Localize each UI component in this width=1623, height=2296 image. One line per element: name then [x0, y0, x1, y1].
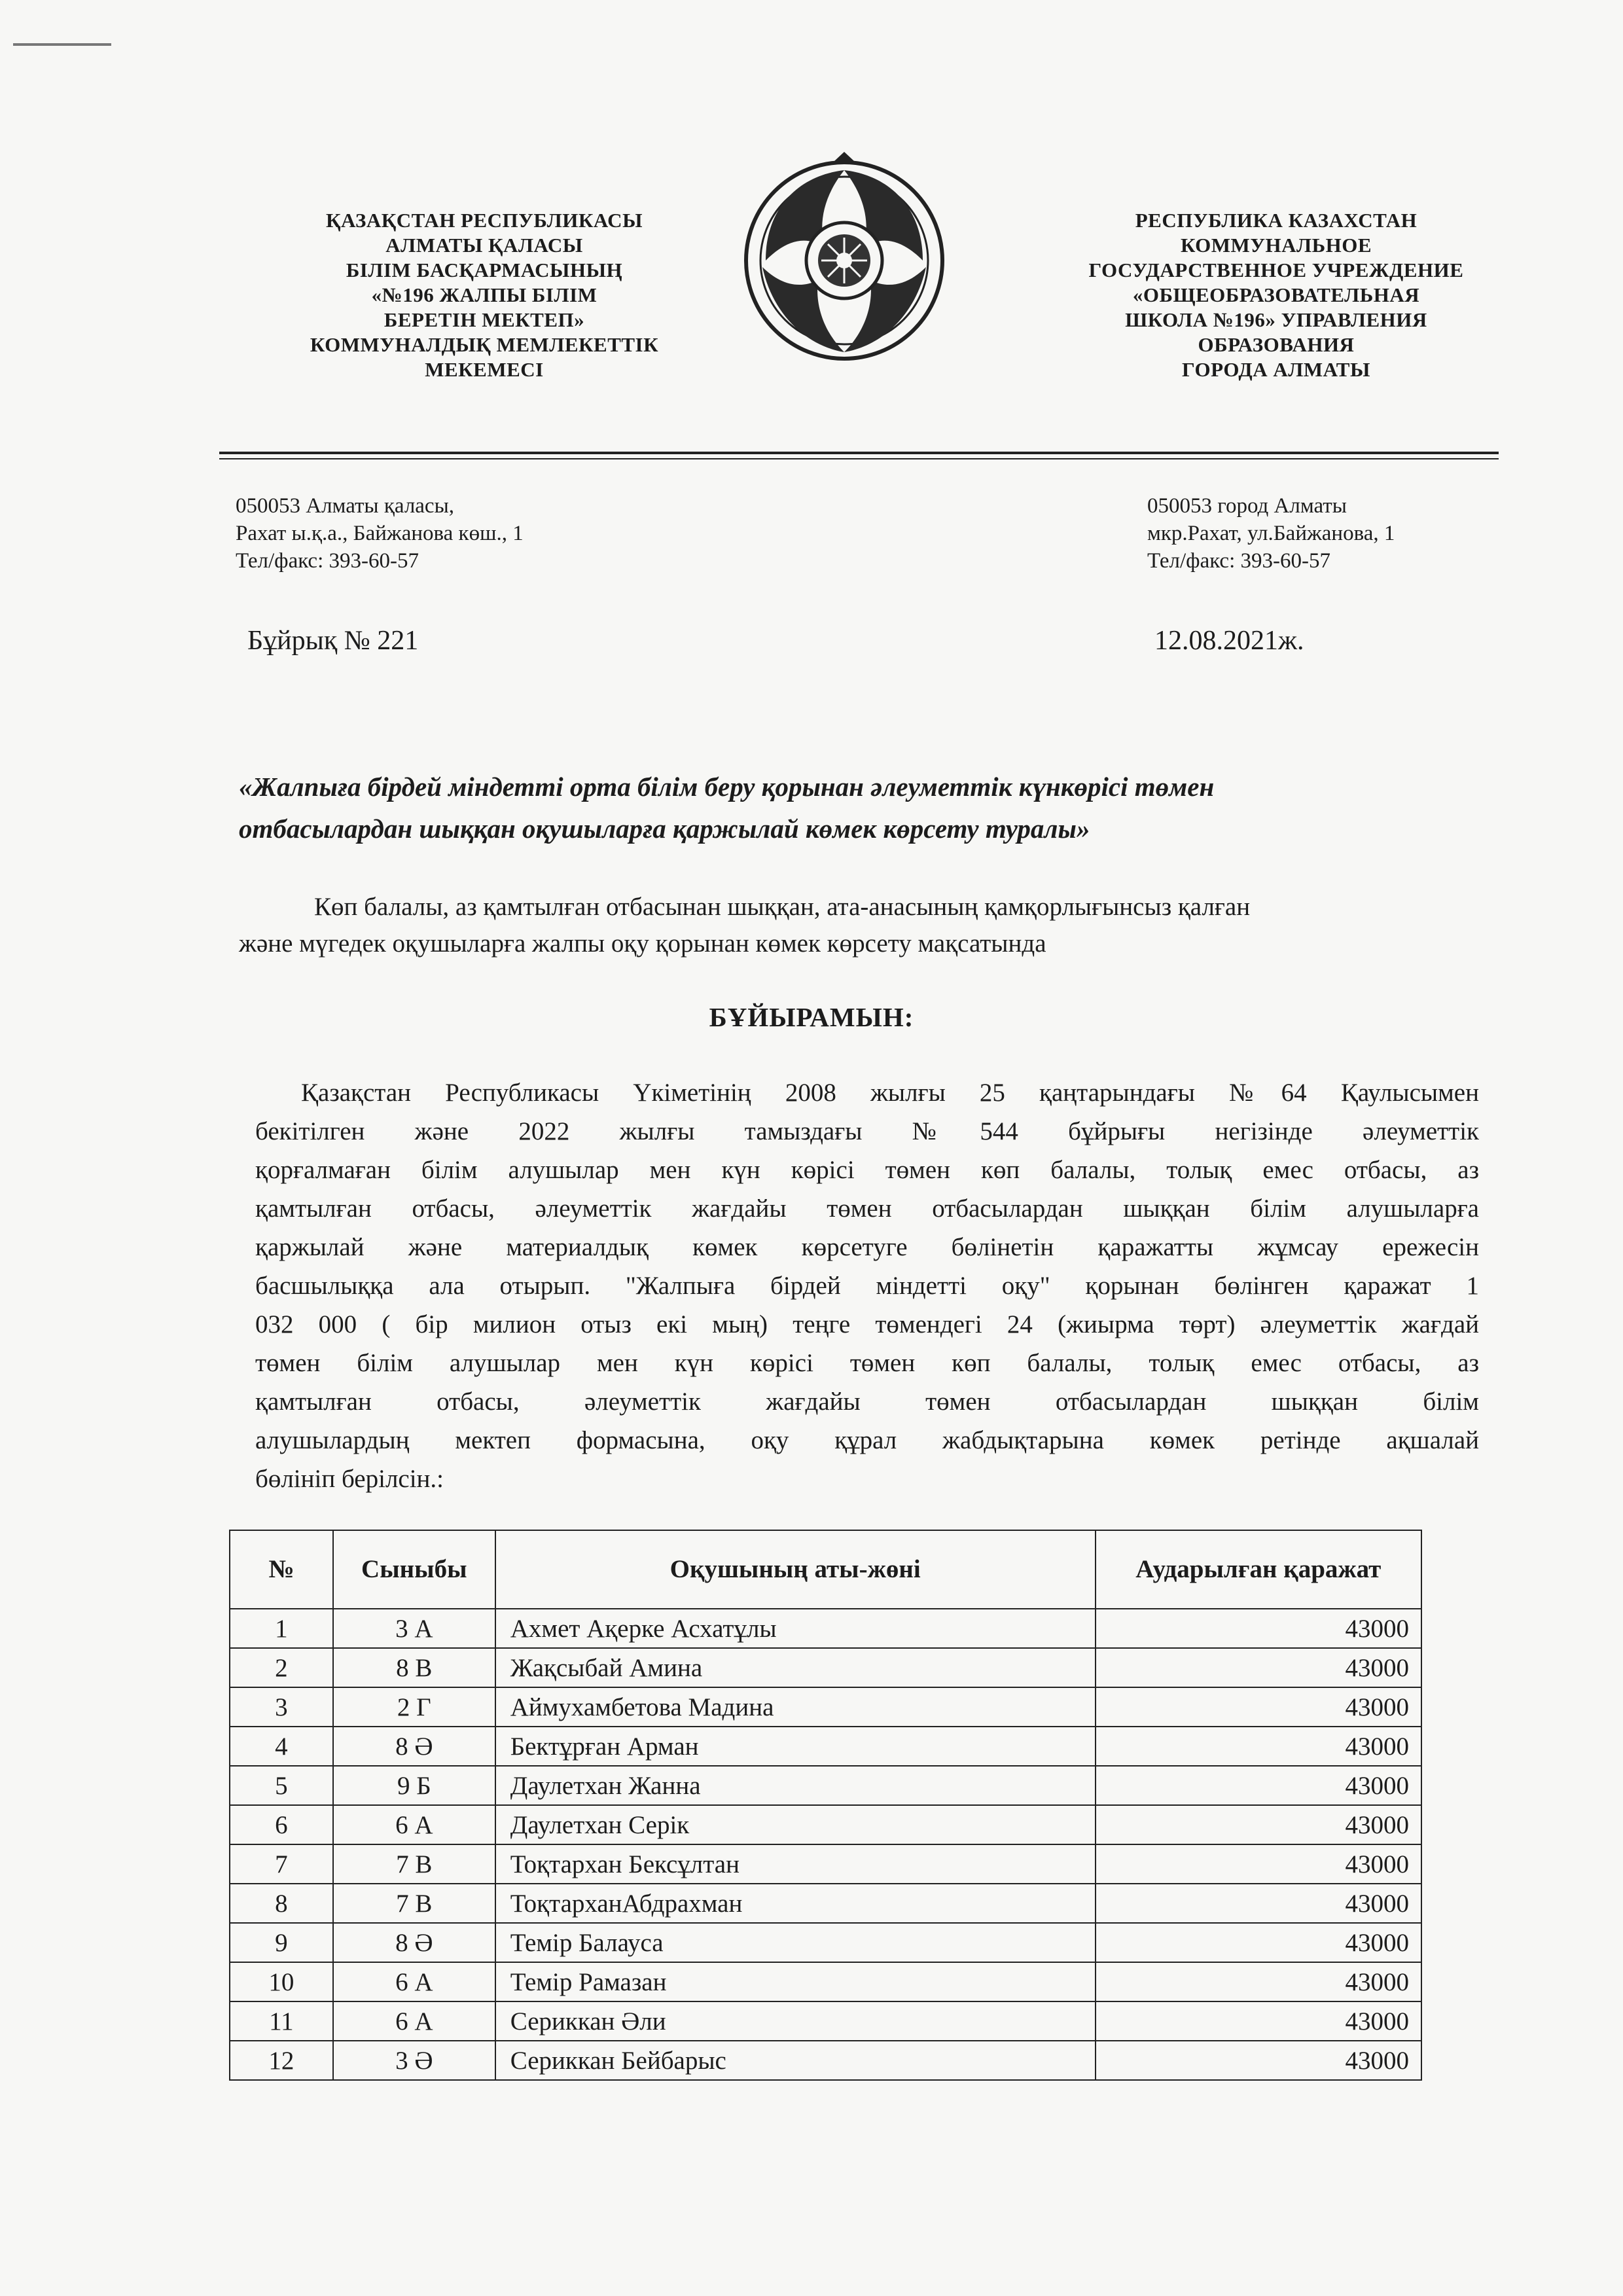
table-row: [230, 1648, 1421, 1687]
header-left-line: АЛМАТЫ ҚАЛАСЫ: [385, 234, 583, 257]
header-right-line: «ОБЩЕОБРАЗОВАТЕЛЬНАЯ: [1132, 283, 1420, 306]
cell-amount: 43000: [1096, 1884, 1421, 1923]
address-right-line: 050053 город Алматы: [1147, 494, 1347, 518]
header-name: Оқушының аты-жөні: [495, 1530, 1096, 1609]
cell-amount: 43000: [1096, 1923, 1421, 1962]
cell-name: ТоқтарханАбдрахман: [495, 1884, 1096, 1923]
cell-num: 3: [230, 1687, 333, 1727]
cell-class: 8 В: [333, 1648, 495, 1687]
cell-num: 11: [230, 2001, 333, 2041]
cell-amount: 43000: [1096, 1962, 1421, 2001]
table-row: [230, 2041, 1421, 2080]
table-row: [230, 1727, 1421, 1766]
intro-line: Көп балалы, аз қамтылған отбасынан шыққан, ата-анасының қамқорлығынсыз қалған: [314, 893, 1251, 921]
header-left-line: ҚАЗАҚСТАН РЕСПУБЛИКАСЫ: [325, 209, 643, 232]
cell-amount: 43000: [1096, 1766, 1421, 1805]
cell-class: 6 А: [333, 1805, 495, 1844]
header-left-line: «№196 ЖАЛПЫ БІЛІМ: [371, 283, 597, 306]
cell-class: 3 А: [333, 1609, 495, 1648]
cell-num: 12: [230, 2041, 333, 2080]
cell-name: Сериккан Әли: [495, 2001, 1096, 2041]
cell-amount: 43000: [1096, 1648, 1421, 1687]
header-class: Сыныбы: [333, 1530, 495, 1609]
cell-num: 1: [230, 1609, 333, 1648]
header-left-line: МЕКЕМЕСІ: [425, 358, 544, 381]
cell-amount: 43000: [1096, 1844, 1421, 1884]
header-left-line: БЕРЕТІН МЕКТЕП»: [383, 308, 585, 331]
table-row: [230, 1884, 1421, 1923]
body-line: қамтылған отбасы, әлеуметтік жағдайы төмен отбасылардан шыққан білім алушыларға: [255, 1194, 1479, 1223]
order-date: 12.08.2021ж.: [1154, 626, 1304, 656]
cell-name: Темір Рамазан: [495, 1962, 1096, 2001]
table-row: [230, 1609, 1421, 1648]
students-table: [229, 1530, 1422, 2081]
cell-class: 9 Б: [333, 1766, 495, 1805]
cell-num: 10: [230, 1962, 333, 2001]
cell-name: Аймухамбетова Мадина: [495, 1687, 1096, 1727]
address-left: [236, 492, 694, 575]
intro-line: және мүгедек оқушыларға жалпы оқу қорынан көмек көрсету мақсатында: [239, 929, 1046, 958]
table-row: [230, 1766, 1421, 1805]
cell-amount: 43000: [1096, 1727, 1421, 1766]
cell-class: 6 А: [333, 1962, 495, 2001]
address-left-line: 050053 Алматы қаласы,: [236, 494, 454, 518]
cell-name: Бектұрған Арман: [495, 1727, 1096, 1766]
address-right-line: мкр.Рахат, ул.Байжанова, 1: [1147, 522, 1395, 545]
cell-class: 6 А: [333, 2001, 495, 2041]
table-row: [230, 1805, 1421, 1844]
table-row: [230, 2001, 1421, 2041]
intro-paragraph: [239, 889, 1495, 962]
cell-amount: 43000: [1096, 1609, 1421, 1648]
header-left-kazakh: [249, 208, 720, 382]
cell-num: 4: [230, 1727, 333, 1766]
table-header-row: [230, 1530, 1421, 1609]
cell-amount: 43000: [1096, 2041, 1421, 2080]
scan-artifact-line: [13, 43, 111, 46]
body-line: бекітілген және 2022 жылғы тамыздағы №544 бұйрығы негізінде әлеуметтік: [255, 1117, 1479, 1145]
header-right-line: ГОСУДАРСТВЕННОЕ УЧРЕЖДЕНИЕ: [1088, 259, 1464, 281]
cell-class: 8 Ә: [333, 1923, 495, 1962]
cell-num: 2: [230, 1648, 333, 1687]
header-divider: [219, 452, 1499, 454]
title-line: отбасылардан шыққан оқушыларға қаржылай көмек көрсету туралы»: [239, 814, 1090, 844]
body-line: қаржылай және материалдық көмек көрсетуге бөлінетін қаражатты жұмсау ережесін: [255, 1233, 1479, 1261]
cell-class: 7 В: [333, 1884, 495, 1923]
header-right-line: КОММУНАЛЬНОЕ: [1180, 234, 1372, 257]
cell-amount: 43000: [1096, 2001, 1421, 2041]
cell-name: Тоқтархан Бексұлтан: [495, 1844, 1096, 1884]
header-right-line: ОБРАЗОВАНИЯ: [1198, 333, 1355, 356]
address-right: [1147, 492, 1514, 575]
cell-class: 2 Г: [333, 1687, 495, 1727]
cell-name: Темір Балауса: [495, 1923, 1096, 1962]
header-num: №: [230, 1530, 333, 1609]
cell-amount: 43000: [1096, 1687, 1421, 1727]
cell-name: Сериккан Бейбарыс: [495, 2041, 1096, 2080]
cell-class: 7 В: [333, 1844, 495, 1884]
cell-name: Жақсыбай Амина: [495, 1648, 1096, 1687]
document-title: [239, 766, 1495, 850]
body-line: Қазақстан Республикасы Үкіметінің 2008 жылғы 25 қаңтарындағы №64 Қаулысымен: [301, 1079, 1479, 1107]
table-row: [230, 1962, 1421, 2001]
header-right-russian: [1021, 208, 1531, 382]
body-line: төмен білім алушылар мен күн көрісі төмен көп балалы, толық емес отбасы, аз: [255, 1349, 1479, 1377]
command-heading: БҰЙЫРАМЫН:: [709, 1002, 914, 1032]
address-right-line: Тел/факс: 393-60-57: [1147, 549, 1330, 573]
table-row: [230, 1687, 1421, 1727]
body-line: алушылардың мектеп формасына, оқу құрал жабдықтарына көмек ретінде ақшалай: [255, 1426, 1479, 1454]
cell-num: 8: [230, 1884, 333, 1923]
state-emblem-icon: [726, 149, 962, 365]
table-row: [230, 1923, 1421, 1962]
header-amount: Аударылған қаражат: [1096, 1530, 1421, 1609]
cell-num: 7: [230, 1844, 333, 1884]
header-right-line: РЕСПУБЛИКА КАЗАХСТАН: [1135, 209, 1418, 232]
cell-num: 6: [230, 1805, 333, 1844]
header-right-line: ШКОЛА №196» УПРАВЛЕНИЯ: [1125, 308, 1427, 331]
body-paragraph: [255, 1073, 1479, 1498]
cell-name: Ахмет Ақерке Асхатұлы: [495, 1609, 1096, 1648]
address-left-line: Рахат ы.қ.а., Байжанова көш., 1: [236, 522, 524, 545]
body-line: қамтылған отбасы, әлеуметтік жағдайы төмен отбасылардан шыққан білім: [255, 1388, 1479, 1416]
cell-num: 9: [230, 1923, 333, 1962]
address-left-line: Тел/факс: 393-60-57: [236, 549, 419, 573]
cell-class: 8 Ә: [333, 1727, 495, 1766]
header-left-line: БІЛІМ БАСҚАРМАСЫНЫҢ: [346, 259, 623, 281]
cell-class: 3 Ә: [333, 2041, 495, 2080]
body-line: басшылыққа ала отырып. "Жалпыға бірдей міндетті оқу" қорынан бөлінген қаражат 1: [255, 1272, 1479, 1300]
cell-amount: 43000: [1096, 1805, 1421, 1844]
cell-name: Даулетхан Жанна: [495, 1766, 1096, 1805]
body-line: бөлініп берілсін.:: [255, 1465, 444, 1493]
cell-name: Даулетхан Серік: [495, 1805, 1096, 1844]
title-line: «Жалпыға бірдей міндетті орта білім беру қорынан әлеуметтік күнкөрісі төмен: [239, 772, 1215, 802]
body-line: қорғалмаған білім алушылар мен күн көрісі төмен көп балалы, толық емес отбасы, аз: [255, 1156, 1479, 1184]
header-divider-thin: [219, 458, 1499, 459]
order-number: Бұйрық № 221: [247, 626, 419, 656]
table-row: [230, 1844, 1421, 1884]
header-left-line: КОММУНАЛДЫҚ МЕМЛЕКЕТТІК: [310, 333, 659, 356]
cell-num: 5: [230, 1766, 333, 1805]
header-right-line: ГОРОДА АЛМАТЫ: [1182, 358, 1370, 381]
body-line: 032 000 ( бір милион отыз екі мың) теңге төмендегі 24 (жиырма төрт) әлеуметтік жағдай: [255, 1310, 1479, 1338]
